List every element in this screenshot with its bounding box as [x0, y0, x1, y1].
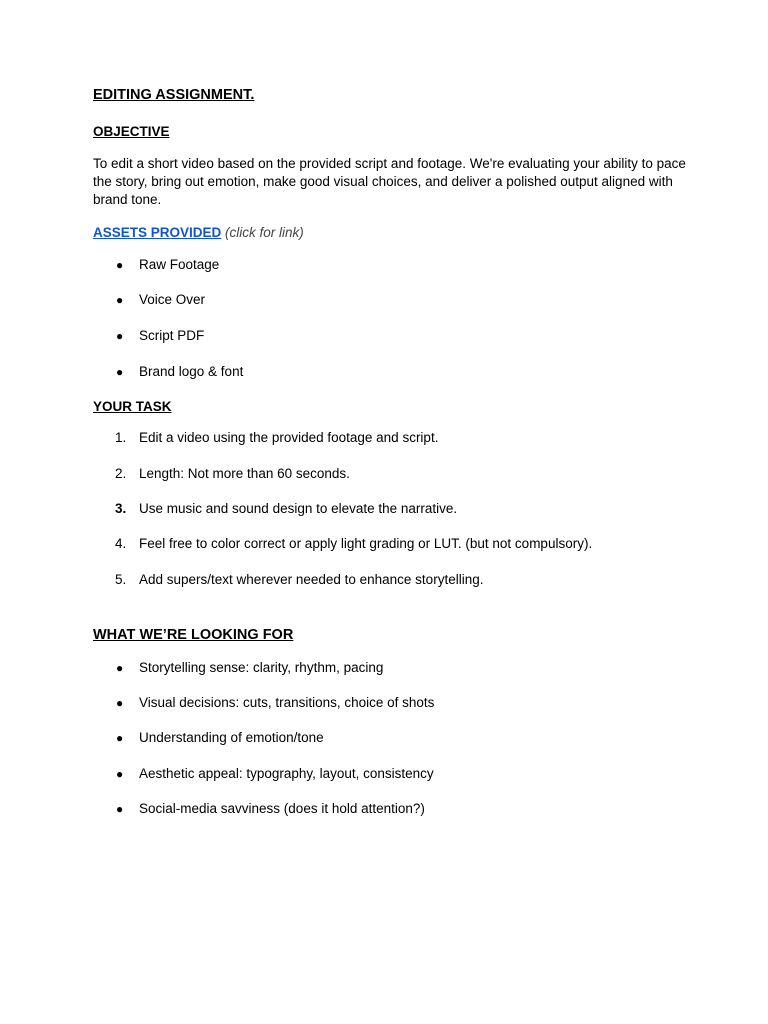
objective-paragraph: To edit a short video based on the provided script and footage. We're evaluating your ability to pace the story, bring out emotion, make good visual choices, and deliver a polished output aligned with brand tone. — [93, 156, 686, 207]
document-title: EDITING ASSIGNMENT. — [93, 87, 255, 103]
assets-provided-link[interactable]: ASSETS PROVIDED — [93, 225, 222, 240]
bullet-icon: ● — [116, 696, 124, 710]
asset-item: Raw Footage — [139, 257, 220, 272]
criteria-item: Visual decisions: cuts, transitions, choice of shots — [139, 695, 435, 710]
criteria-item: Understanding of emotion/tone — [139, 730, 324, 745]
bullet-icon: ● — [116, 802, 124, 816]
bullet-icon: ● — [116, 365, 124, 379]
task-item: Length: Not more than 60 seconds. — [139, 466, 350, 481]
task-item: Use music and sound design to elevate the narrative. — [139, 501, 458, 516]
bullet-icon: ● — [116, 767, 124, 781]
looking-for-heading: WHAT WE’RE LOOKING FOR — [93, 627, 294, 643]
list-number: 4. — [115, 536, 127, 551]
task-heading: YOUR TASK — [93, 399, 172, 414]
task-item: Add supers/text wherever needed to enhance storytelling. — [139, 572, 484, 587]
list-number: 5. — [115, 572, 127, 587]
criteria-item: Social-media savviness (does it hold attention?) — [139, 801, 425, 816]
assets-line — [93, 225, 304, 240]
bullet-icon: ● — [116, 258, 124, 272]
objective-heading: OBJECTIVE — [93, 124, 170, 139]
task-item: Feel free to color correct or apply light grading or LUT. (but not compulsory). — [139, 536, 593, 551]
bullet-icon: ● — [116, 661, 124, 675]
criteria-item: Aesthetic appeal: typography, layout, consistency — [139, 766, 434, 781]
assets-link-note: (click for link) — [225, 225, 304, 240]
asset-item: Script PDF — [139, 328, 205, 343]
bullet-icon: ● — [116, 329, 124, 343]
list-number: 2. — [115, 466, 127, 481]
criteria-item: Storytelling sense: clarity, rhythm, pacing — [139, 660, 384, 675]
bullet-icon: ● — [116, 731, 124, 745]
list-number: 3. — [115, 501, 127, 516]
asset-item: Voice Over — [139, 292, 206, 307]
bullet-icon: ● — [116, 293, 124, 307]
list-number: 1. — [115, 430, 127, 445]
asset-item: Brand logo & font — [139, 364, 244, 379]
task-item: Edit a video using the provided footage and script. — [139, 430, 439, 445]
